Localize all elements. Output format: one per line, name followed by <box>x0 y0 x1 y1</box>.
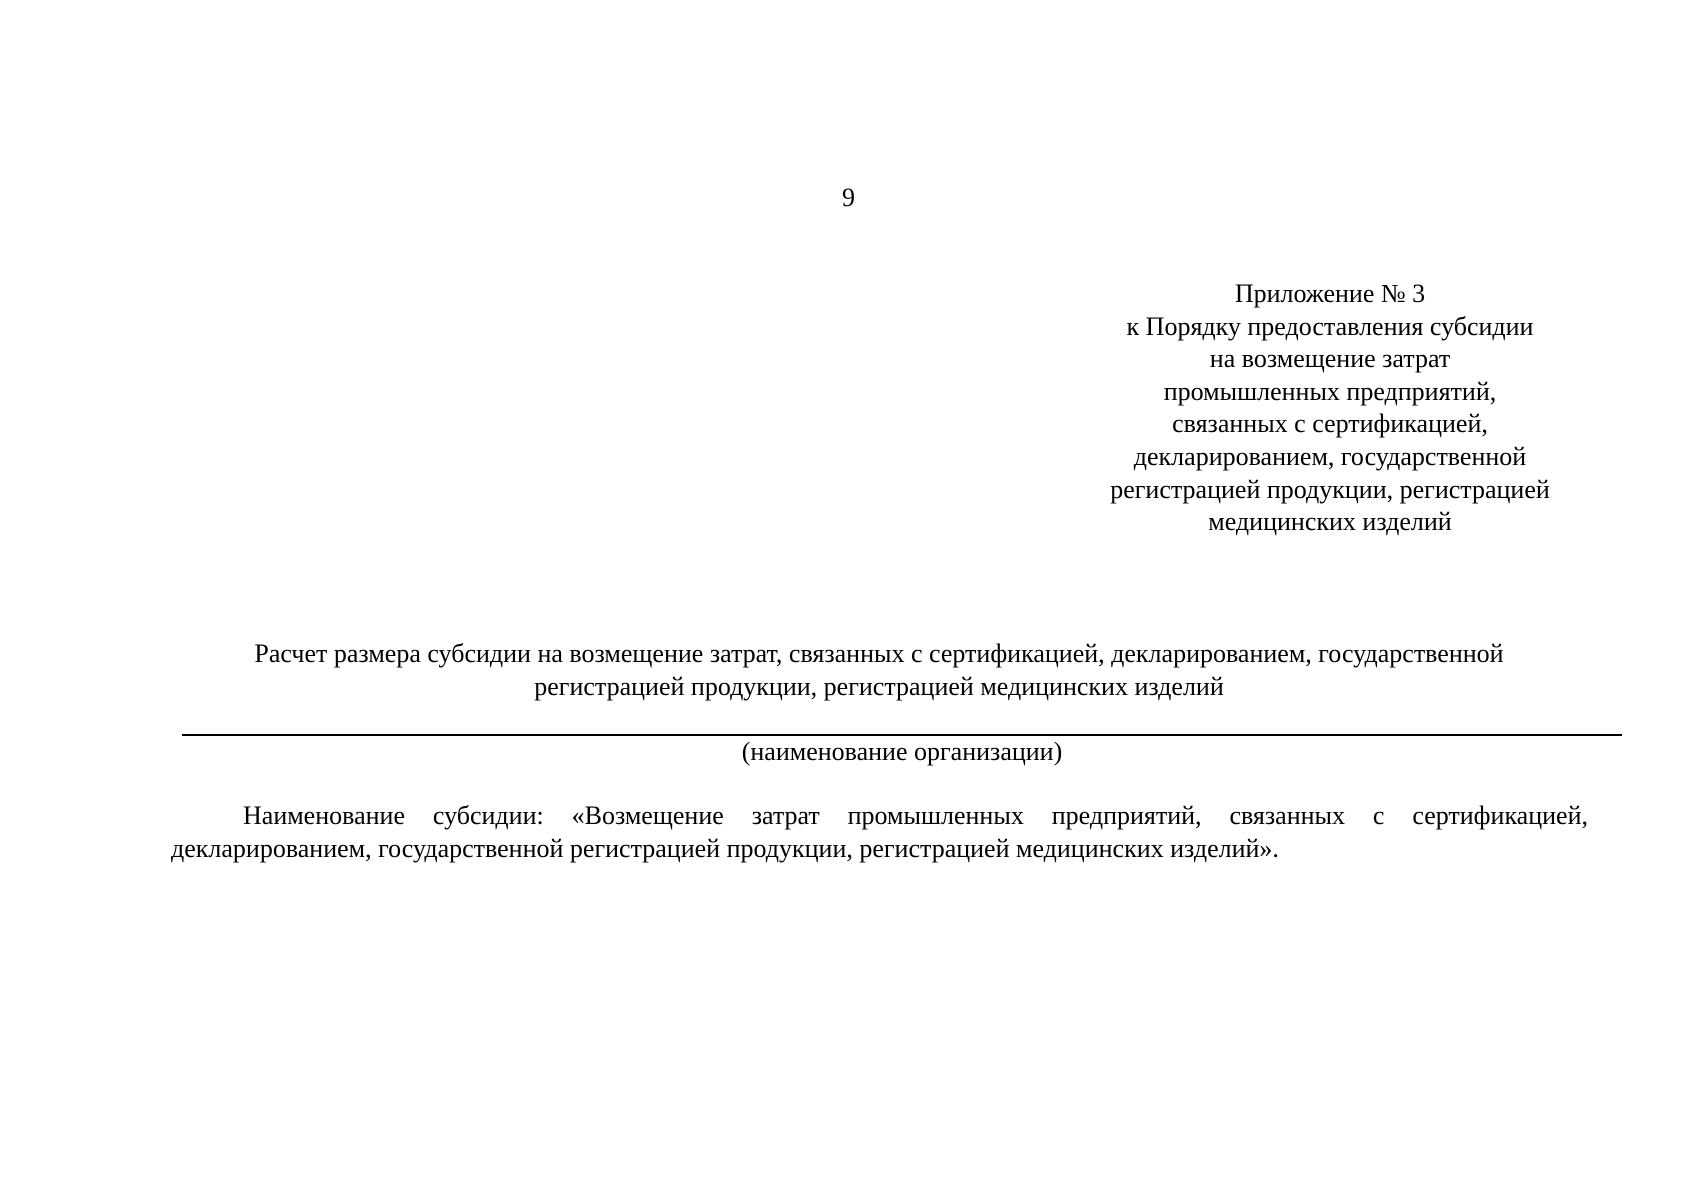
appendix-line: Приложение № 3 <box>1234 279 1426 308</box>
appendix-line: регистрацией продукции, регистрацией <box>1110 474 1550 504</box>
calculation-title-line: Расчет размера субсидии на возмещение затрат, связанных с сертификацией, декларированием, государственной <box>254 639 1504 668</box>
organization-name-caption: (наименование организации) <box>741 737 1063 766</box>
appendix-line: связанных с сертификацией, <box>1172 409 1488 439</box>
appendix-line: на возмещение затрат <box>1209 344 1451 374</box>
appendix-line: медицинских изделий <box>1208 507 1452 537</box>
appendix-line: к Порядку предоставления субсидии <box>1126 311 1534 341</box>
appendix-line: промышленных предприятий, <box>1163 376 1497 406</box>
subsidy-paragraph-line: декларированием, государственной регистрацией продукции, регистрацией медицинских изделий». <box>171 833 1279 863</box>
page-number: 9 <box>842 183 855 212</box>
subsidy-name-paragraph <box>171 800 1588 865</box>
appendix-line: декларированием, государственной <box>1133 441 1527 471</box>
subsidy-paragraph-line: Наименование субсидии: «Возмещение затрат промышленных предприятий, связанных с сертификацией, <box>243 801 1588 830</box>
calculation-title <box>170 638 1588 703</box>
calculation-title-line: регистрацией продукции, регистрацией медицинских изделий <box>534 671 1224 701</box>
appendix-header <box>1080 278 1580 539</box>
